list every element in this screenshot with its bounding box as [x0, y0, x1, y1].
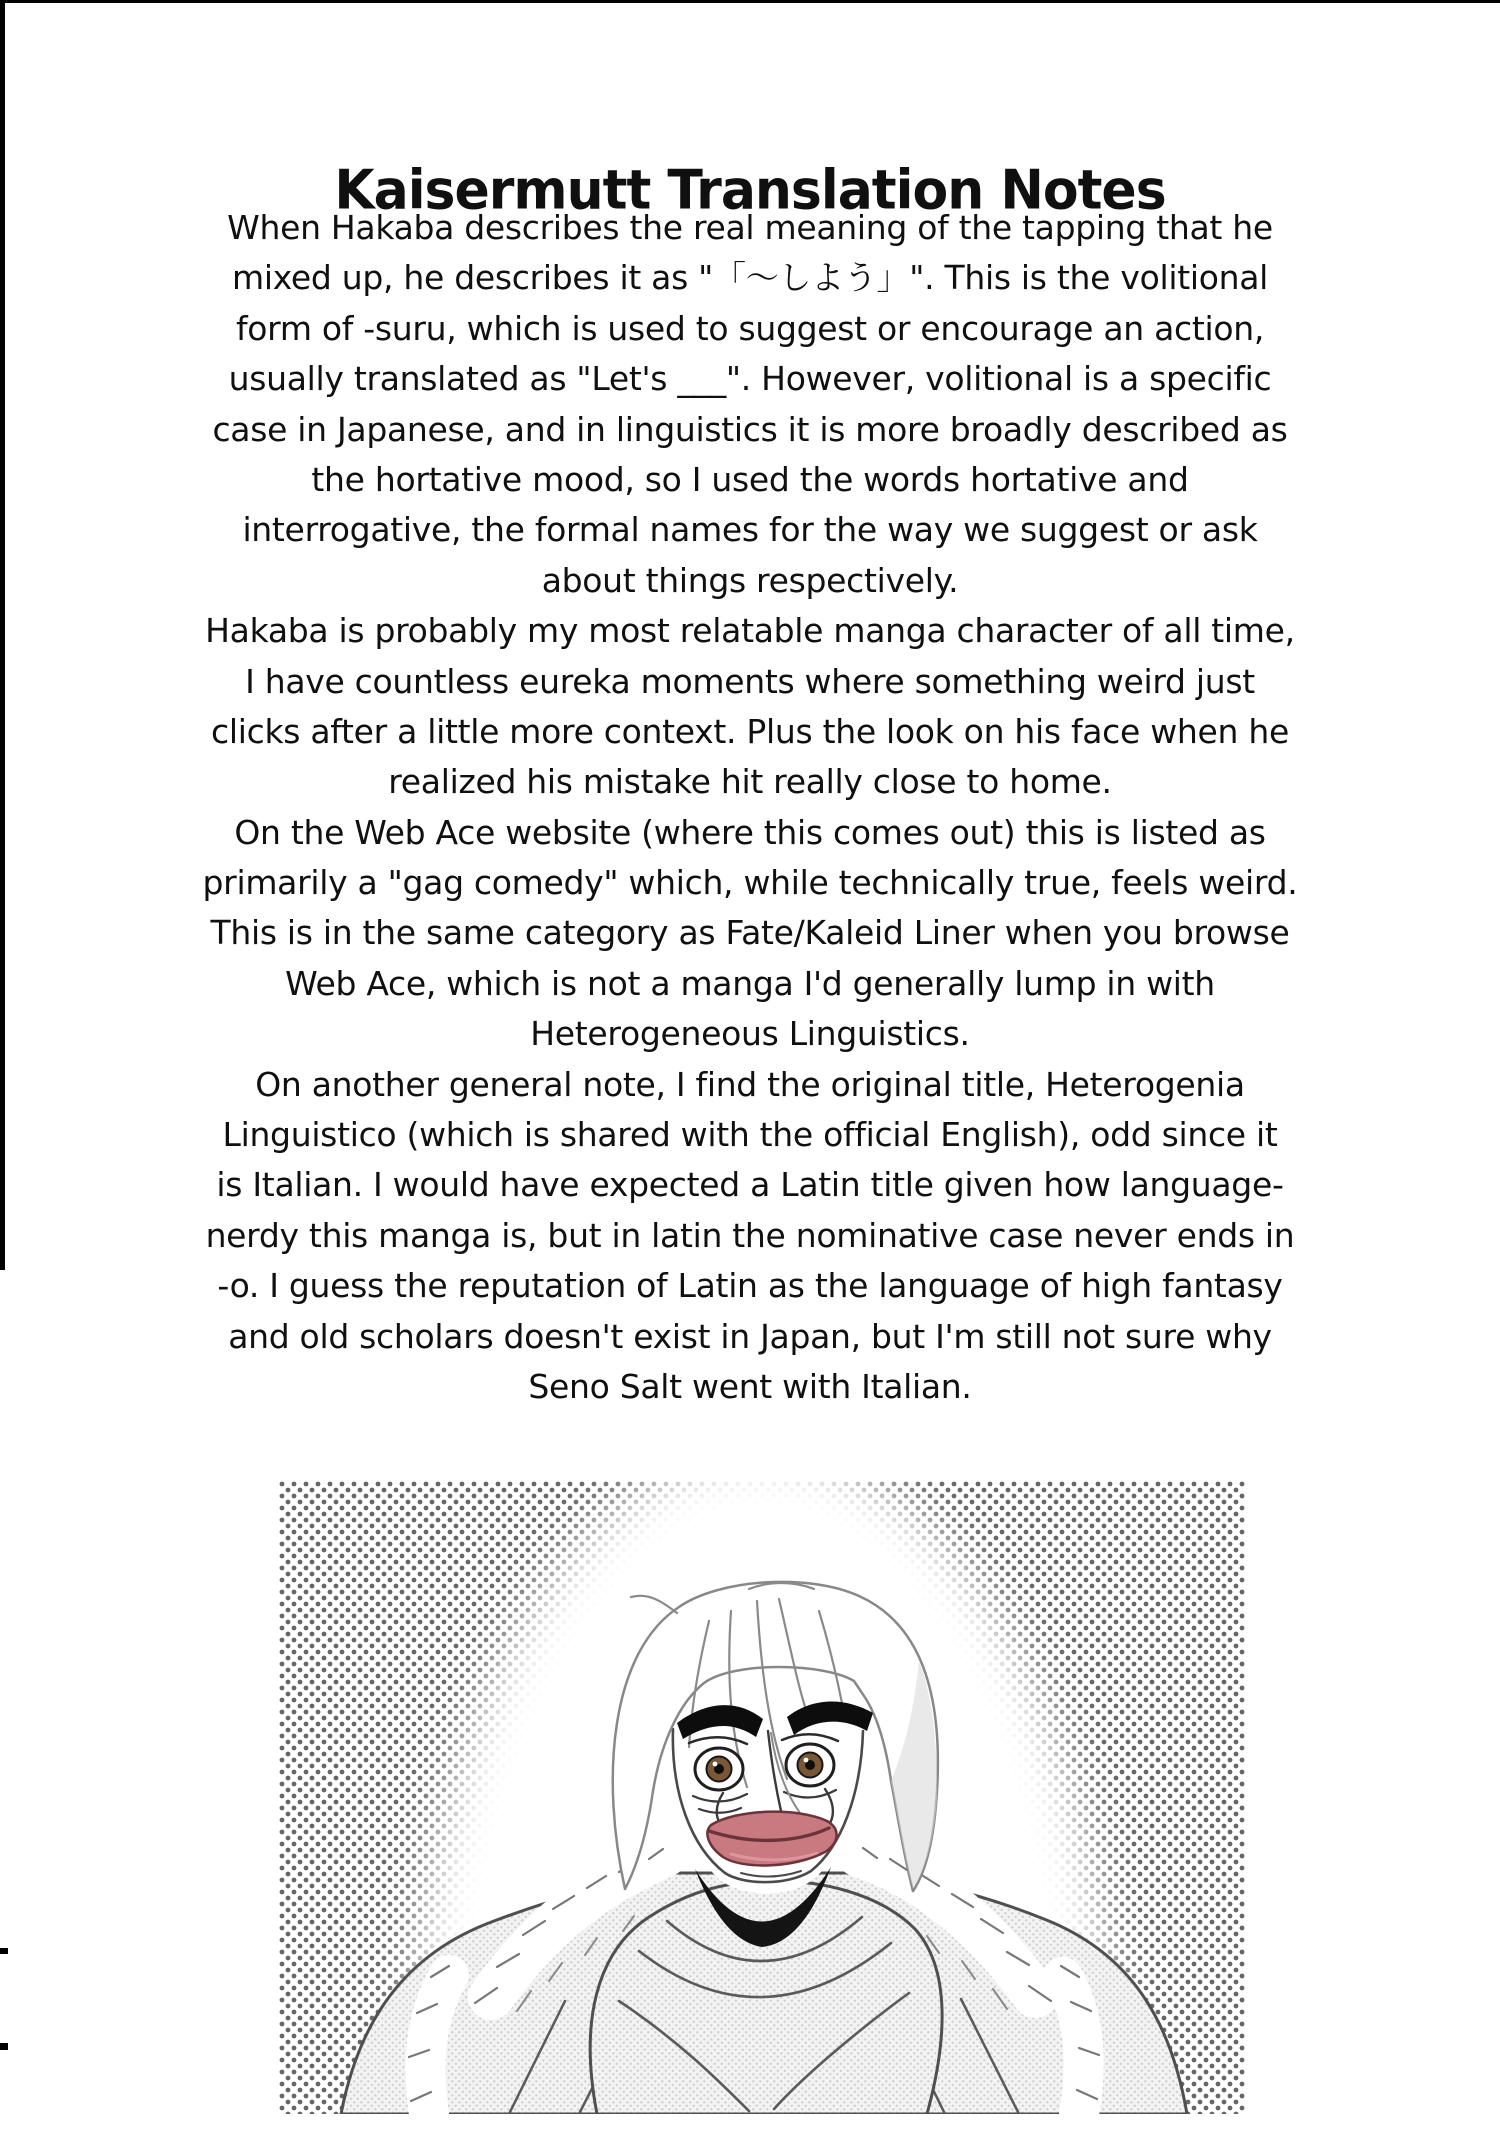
notes-text: [55, 203, 1445, 1412]
notes-line: form of -suru, which is used to suggest or encourage an action,: [235, 308, 1265, 348]
notes-line: Hakaba is probably my most relatable manga character of all time,: [205, 611, 1295, 651]
notes-line: interrogative, the formal names for the way we suggest or ask: [242, 510, 1258, 550]
scan-speck: [0, 1948, 8, 1954]
notes-line: mixed up, he describes it as "「～しよう」". This is the volitional: [232, 258, 1268, 298]
notes-line: case in Japanese, and in linguistics it is more broadly described as: [212, 409, 1288, 449]
notes-line: clicks after a little more context. Plus the look on his face when he: [211, 711, 1289, 751]
notes-line: usually translated as "Let's ___". However, volitional is a specific: [228, 359, 1272, 399]
notes-line: about things respectively.: [541, 560, 959, 600]
notes-line: nerdy this manga is, but in latin the nominative case never ends in: [205, 1215, 1295, 1255]
notes-line: Seno Salt went with Italian.: [528, 1366, 972, 1406]
manga-panel-drawing: [279, 1481, 1245, 2114]
notes-line: I have countless eureka moments where something weird just: [245, 661, 1255, 701]
notes-line: Web Ace, which is not a manga I'd generally lump in with: [285, 963, 1215, 1003]
page-title: Kaisermutt Translation Notes: [334, 159, 1166, 223]
notes-line: is Italian. I would have expected a Latin title given how language-: [216, 1165, 1284, 1205]
notes-line: When Hakaba describes the real meaning of the tapping that he: [227, 208, 1273, 247]
notes-line: On another general note, I find the original title, Heterogenia: [255, 1064, 1245, 1104]
notes-line: Heterogeneous Linguistics.: [530, 1014, 970, 1054]
notes-line: This is in the same category as Fate/Kaleid Liner when you browse: [210, 913, 1290, 953]
notes-line: On the Web Ace website (where this comes out) this is listed as: [234, 812, 1266, 852]
notes-line: the hortative mood, so I used the words hortative and: [311, 459, 1189, 499]
notes-line: realized his mistake hit really close to home.: [388, 762, 1112, 802]
notes-line: and old scholars doesn't exist in Japan, but I'm still not sure why: [228, 1316, 1272, 1356]
manga-panel: [279, 1481, 1245, 2114]
page-border-top: [0, 0, 1500, 3]
notes-line: -o. I guess the reputation of Latin as the language of high fantasy: [217, 1266, 1283, 1306]
notes-line: Linguistico (which is shared with the official English), odd since it: [222, 1115, 1278, 1155]
notes-line: primarily a "gag comedy" which, while technically true, feels weird.: [202, 863, 1298, 903]
scan-speck: [0, 2043, 8, 2050]
